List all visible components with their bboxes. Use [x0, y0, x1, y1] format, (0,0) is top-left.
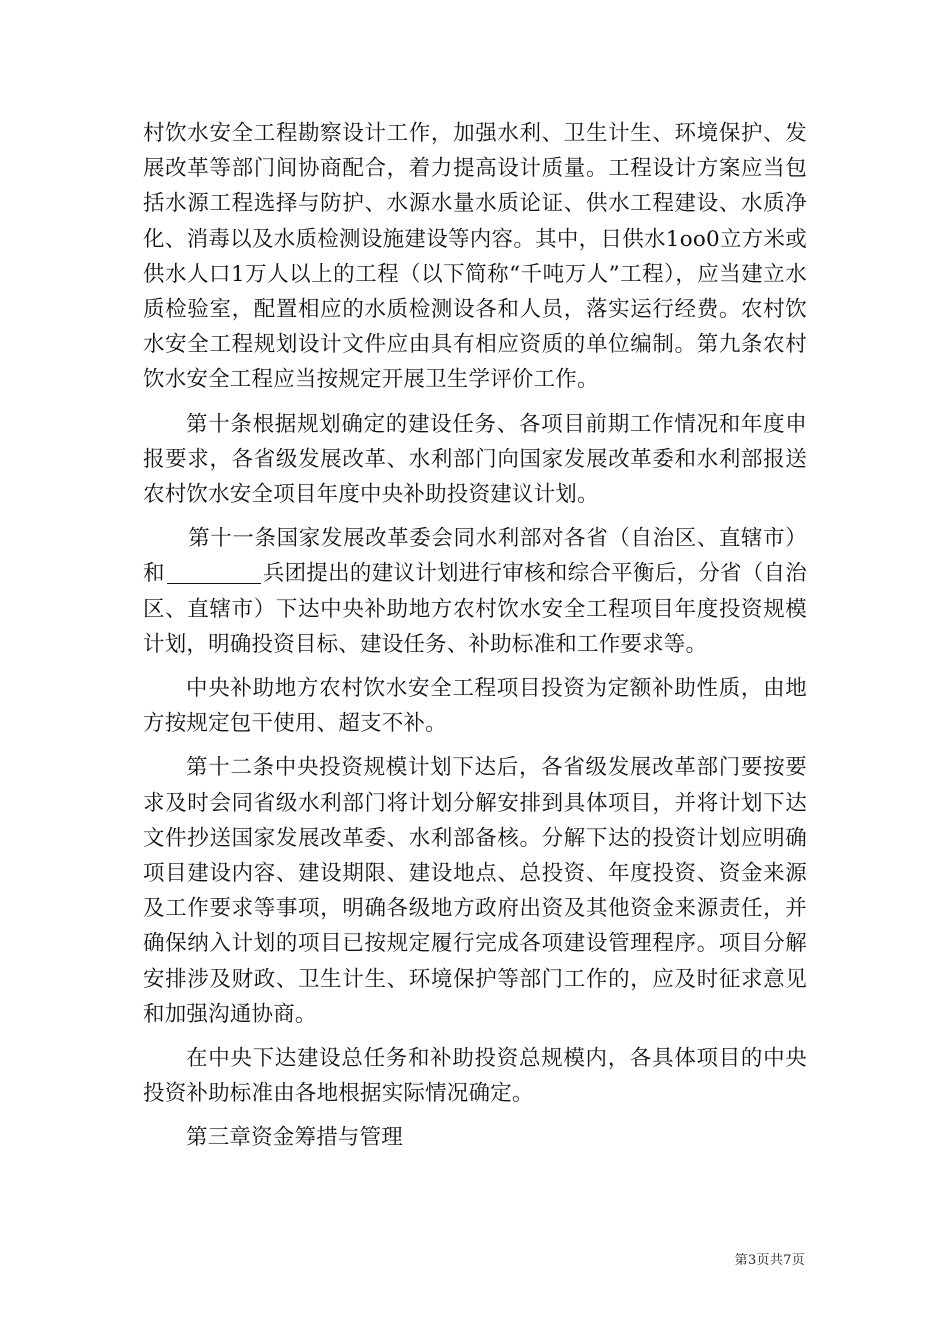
chapter-heading: 第三章资金筹措与管理	[186, 1125, 404, 1151]
paragraph-design-requirements: 村饮水安全工程勘察设计工作，加强水利、卫生计生、环境保护、发展改革等部门间协商配合，着力提高设计质量。工程设计方案应当包括水源工程选择与防护、水源水量水质论证、供水工程建设、水质净化、消毒以及水质检测设施建设等内容。其中，日供水1oo0立方米或供水人口1万人以上的工程（以下简称“千吨万人”工程），应当建立水质检验室，配置相应的水质检测设各和人员，落实运行经费。农村饮水安全工程规划设计文件应由具有相应资质的单位编制。第九条农村饮水安全工程应当按规定开展卫生学评价工作。	[143, 121, 807, 393]
fill-in-blank-line	[167, 562, 261, 585]
paragraph-subsidy-nature: 中央补助地方农村饮水安全工程项目投资为定额补助性质，由地方按规定包干使用、超支不补。	[143, 676, 807, 737]
document-body	[143, 116, 807, 1156]
paragraph-article-11	[143, 521, 807, 662]
page-number-footer: 第3页共7页	[734, 1253, 805, 1268]
paragraph-article-10: 第十条根据规划确定的建设任务、各项目前期工作情况和年度申报要求，各省级发展改革、水利部门向国家发展改革委和水利部报送农村饮水安全项目年度中央补助投资建议计划。	[143, 411, 807, 508]
article-11-text-after-blank: 兵团提出的建议计划进行审核和综合平衡后，分省（自治区、直辖市）下达中央补助地方农村饮水安全工程项目年度投资规模计划，明确投资目标、建设任务、补助标准和工作要求等。	[143, 561, 807, 657]
paragraph-subsidy-standard: 在中央下达建设总任务和补助投资总规模内，各具体项目的中央投资补助标准由各地根据实际情况确定。	[143, 1046, 807, 1107]
paragraph-article-12: 第十二条中央投资规模计划下达后，各省级发展改革部门要按要求及时会同省级水利部门将计划分解安排到具体项目，并将计划下达文件抄送国家发展改革委、水利部备核。分解下达的投资计划应明确项目建设内容、建设期限、建设地点、总投资、年度投资、资金来源及工作要求等事项，明确各级地方政府出资及其他资金来源责任，并确保纳入计划的项目已按规定履行完成各项建设管理程序。项目分解安排涉及财政、卫生计生、环境保护等部门工作的，应及时征求意见和加强沟通协商。	[143, 755, 807, 1027]
article-11-text-before-blank: 第十一条国家发展改革委会同水利部对各省（自治区、直辖市）和	[143, 526, 807, 587]
